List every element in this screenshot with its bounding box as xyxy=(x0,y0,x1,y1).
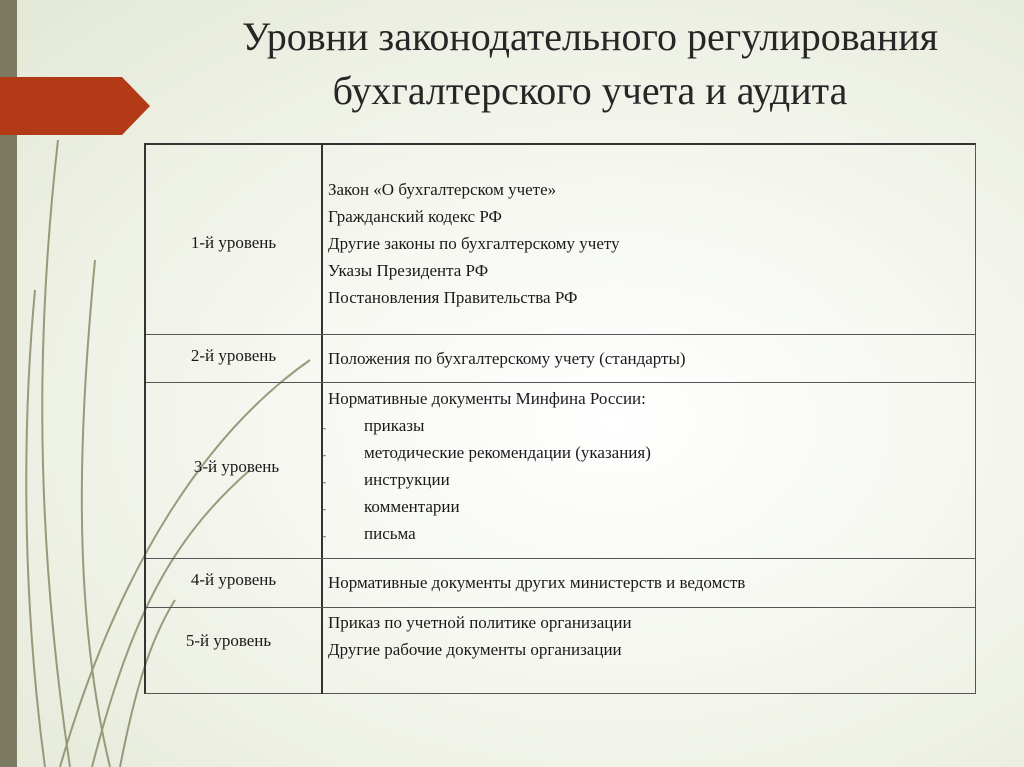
table-row xyxy=(146,145,975,335)
content-cell xyxy=(328,335,975,382)
dash-bullet: - xyxy=(323,504,326,514)
list-item: Приказ по учетной политике организации xyxy=(328,613,632,632)
list-item: Закон «О бухгалтерском учете» xyxy=(328,180,557,199)
level-cell xyxy=(146,383,323,558)
list-item: - методические рекомендации (указания) xyxy=(328,439,975,466)
content-cell xyxy=(323,383,975,558)
table-row xyxy=(146,608,975,694)
level-label: 3-й уровень xyxy=(193,457,280,476)
level-label: 4-й уровень xyxy=(190,570,277,589)
list-heading: Нормативные документы Минфина России: xyxy=(328,389,646,408)
dash-bullet: - xyxy=(323,423,326,433)
content-cell xyxy=(328,559,975,607)
list-item: Указы Президента РФ xyxy=(328,261,489,280)
list-item: Другие рабочие документы организации xyxy=(328,640,622,659)
table-row xyxy=(146,335,975,383)
list-item: - приказы xyxy=(328,412,975,439)
title-line-2: бухгалтерского учета и аудита xyxy=(332,68,848,113)
table-row xyxy=(146,383,975,559)
list-item: - письма xyxy=(328,520,975,547)
list-item: Гражданский кодекс РФ xyxy=(328,207,502,226)
content-cell xyxy=(328,145,975,334)
list-item: - комментарии xyxy=(328,493,975,520)
level-cell xyxy=(146,559,323,607)
level-cell xyxy=(146,608,323,694)
title-line-1: Уровни законодательного регулирования xyxy=(241,14,939,59)
dash-bullet: - xyxy=(323,450,326,460)
dash-bullet: - xyxy=(323,477,326,487)
list-item: Нормативные документы других министерств и ведомств xyxy=(328,573,746,592)
level-label: 5-й уровень xyxy=(185,631,272,650)
list-item: Постановления Правительства РФ xyxy=(328,288,578,307)
table-row xyxy=(146,559,975,608)
list-item: Положения по бухгалтерскому учету (стандарты) xyxy=(328,349,686,368)
level-label: 2-й уровень xyxy=(190,346,277,365)
level-cell xyxy=(146,145,323,334)
page-title xyxy=(150,10,1024,118)
list-item: - инструкции xyxy=(328,466,975,493)
list-item: Другие законы по бухгалтерскому учету xyxy=(328,234,620,253)
content-cell xyxy=(328,608,975,694)
level-label: 1-й уровень xyxy=(190,233,277,252)
levels-table xyxy=(144,143,976,694)
level-cell xyxy=(146,335,323,382)
dash-bullet: - xyxy=(323,531,326,541)
